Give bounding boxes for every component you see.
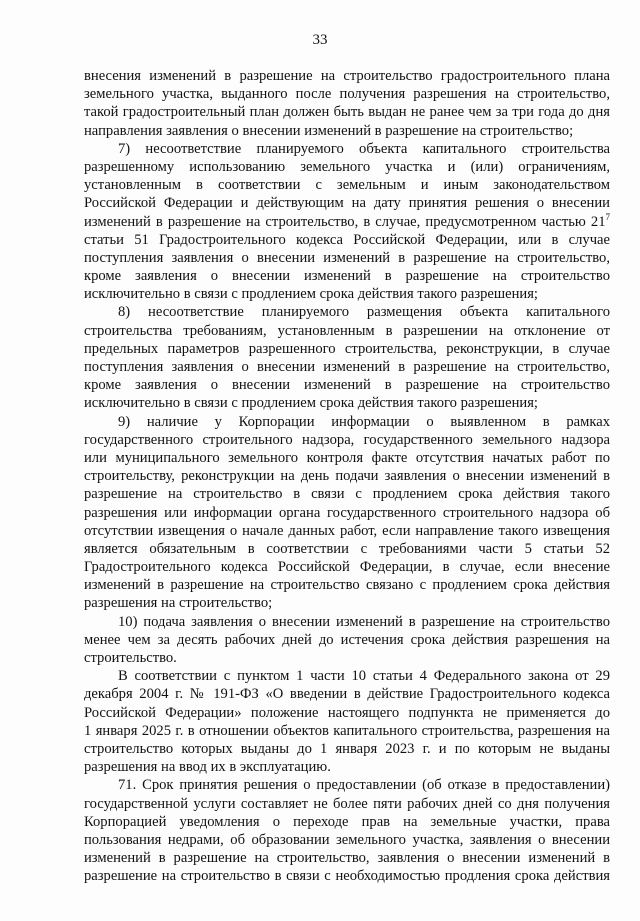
paragraph — [84, 776, 610, 885]
text-line: В соответствии с пунктом 1 части 10 статьи 4 Федерального закона от 29 — [118, 668, 610, 685]
text-line: 1 января 2025 г. в отношении объектов капитального строительства, разрешения на — [84, 722, 610, 739]
text-line: земельного участка, выданного после получения разрешения на строительство, — [84, 86, 610, 103]
text-line: Градостроительного кодекса Российской Федерации, в случае, если внесение — [84, 559, 610, 576]
text-line: разрешенному использованию земельного участка и (или) ограничениям, — [84, 158, 610, 175]
text-line: исключительно в связи с продлением срока действия такого разрешения; — [84, 286, 538, 303]
text-line: разрешение на строительство в связи с продлением срока действия такого — [84, 486, 610, 503]
text-line: Российской Федерации» положение настоящего подпункта не применяется до — [84, 704, 610, 721]
text-line: строительству, реконструкции на день подачи заявления о внесении изменений в — [84, 468, 610, 485]
text-line: Российской Федерации и действующим на дату принятия решения о внесении — [84, 195, 610, 212]
text-line: отсутствии извещения о начале данных работ, если направление такого извещения — [84, 522, 610, 539]
text-line: изменений в разрешение на строительство, в случае, предусмотренном частью $21^7$ — [84, 212, 610, 230]
text-line: кроме заявления о внесении изменений в разрешение на строительство — [84, 377, 610, 394]
text-line: строительства требованиям, установленным в разрешении на отклонение от — [84, 322, 610, 339]
text-line: направления заявления о внесении изменений в разрешение на строительство; — [84, 122, 574, 139]
text-line: пользования недрами, об образовании земельного участка, заявления о внесении — [84, 831, 610, 848]
text-line: поступления заявления о внесении изменений в разрешение на строительство, — [84, 359, 610, 375]
text-line: Корпорацией уведомления о переходе прав на земельные участки, права — [84, 813, 610, 830]
superscript: 7 — [605, 212, 610, 222]
text-line: кроме заявления о внесении изменений в разрешение на строительство — [84, 268, 610, 285]
paragraph — [84, 67, 610, 140]
text-line: 9) наличие у Корпорации информации о выявленном в рамках — [118, 413, 610, 430]
paragraph — [84, 413, 610, 613]
text-line: 7) несоответствие планируемого объекта капитального строительства — [118, 140, 610, 157]
text-line: поступления заявления о внесении изменений в разрешение на строительство, — [84, 249, 610, 266]
text-line: государственной услуги составляет не более пяти рабочих дней со дня получения — [84, 795, 610, 812]
text-line: разрешения или информации органа государственного строительного надзора об — [84, 504, 610, 521]
paragraph — [84, 667, 610, 776]
paragraph — [84, 303, 610, 412]
page-number: 33 — [312, 32, 328, 48]
paragraph — [84, 613, 610, 668]
text-line: установленным в соответствии с земельным и иным законодательством — [84, 177, 610, 194]
text-line: 8) несоответствие планируемого размещения объекта капитального — [118, 304, 610, 321]
text-line: изменений в разрешение на строительство связано с продлением срока действия — [84, 577, 610, 594]
text-line: 71. Срок принятия решения о предоставлении (об отказе в предоставлении) — [118, 777, 610, 794]
text-line: такой градостроительный план должен быть выдан не ранее чем за три года до дня — [84, 104, 610, 121]
paragraph — [84, 140, 610, 304]
text-line: строительство. — [84, 650, 177, 666]
text-line: исключительно в связи с продлением срока действия такого разрешения; — [84, 395, 538, 412]
text-line: менее чем за десять рабочих дней до истечения срока действия разрешения на — [84, 631, 610, 648]
text-line: статьи 51 Градостроительного кодекса Российской Федерации, или в случае — [84, 231, 610, 248]
text-line: государственного строительного надзора, государственного земельного надзора — [84, 431, 610, 448]
text-line: изменений в разрешение на строительство, заявления о внесении изменений в — [84, 850, 610, 867]
document-body — [84, 67, 610, 885]
text-line: разрешения на ввод их в эксплуатацию. — [84, 759, 331, 776]
text-line: разрешение на строительство в связи с необходимостью продления срока действия — [84, 868, 610, 885]
text-line: внесения изменений в разрешение на строительство градостроительного плана — [84, 68, 610, 84]
text-line: декабря 2004 г. № 191-ФЗ «О введении в действие Градостроительного кодекса — [84, 686, 610, 703]
text-line: строительство которых выданы до 1 января 2023 г. и по которым не выданы — [84, 740, 610, 757]
text-line: или муниципального земельного контроля факте отсутствия начатых работ по — [84, 449, 610, 466]
text-line: разрешения на строительство; — [84, 595, 273, 612]
text-line: 10) подача заявления о внесении изменений в разрешение на строительство — [118, 613, 610, 630]
text-line: предельных параметров разрешенного строительства, реконструкции, в случае — [84, 340, 610, 357]
text-line: является обязательным в соответствии с требованиями части 5 статьи 52 — [84, 540, 610, 557]
